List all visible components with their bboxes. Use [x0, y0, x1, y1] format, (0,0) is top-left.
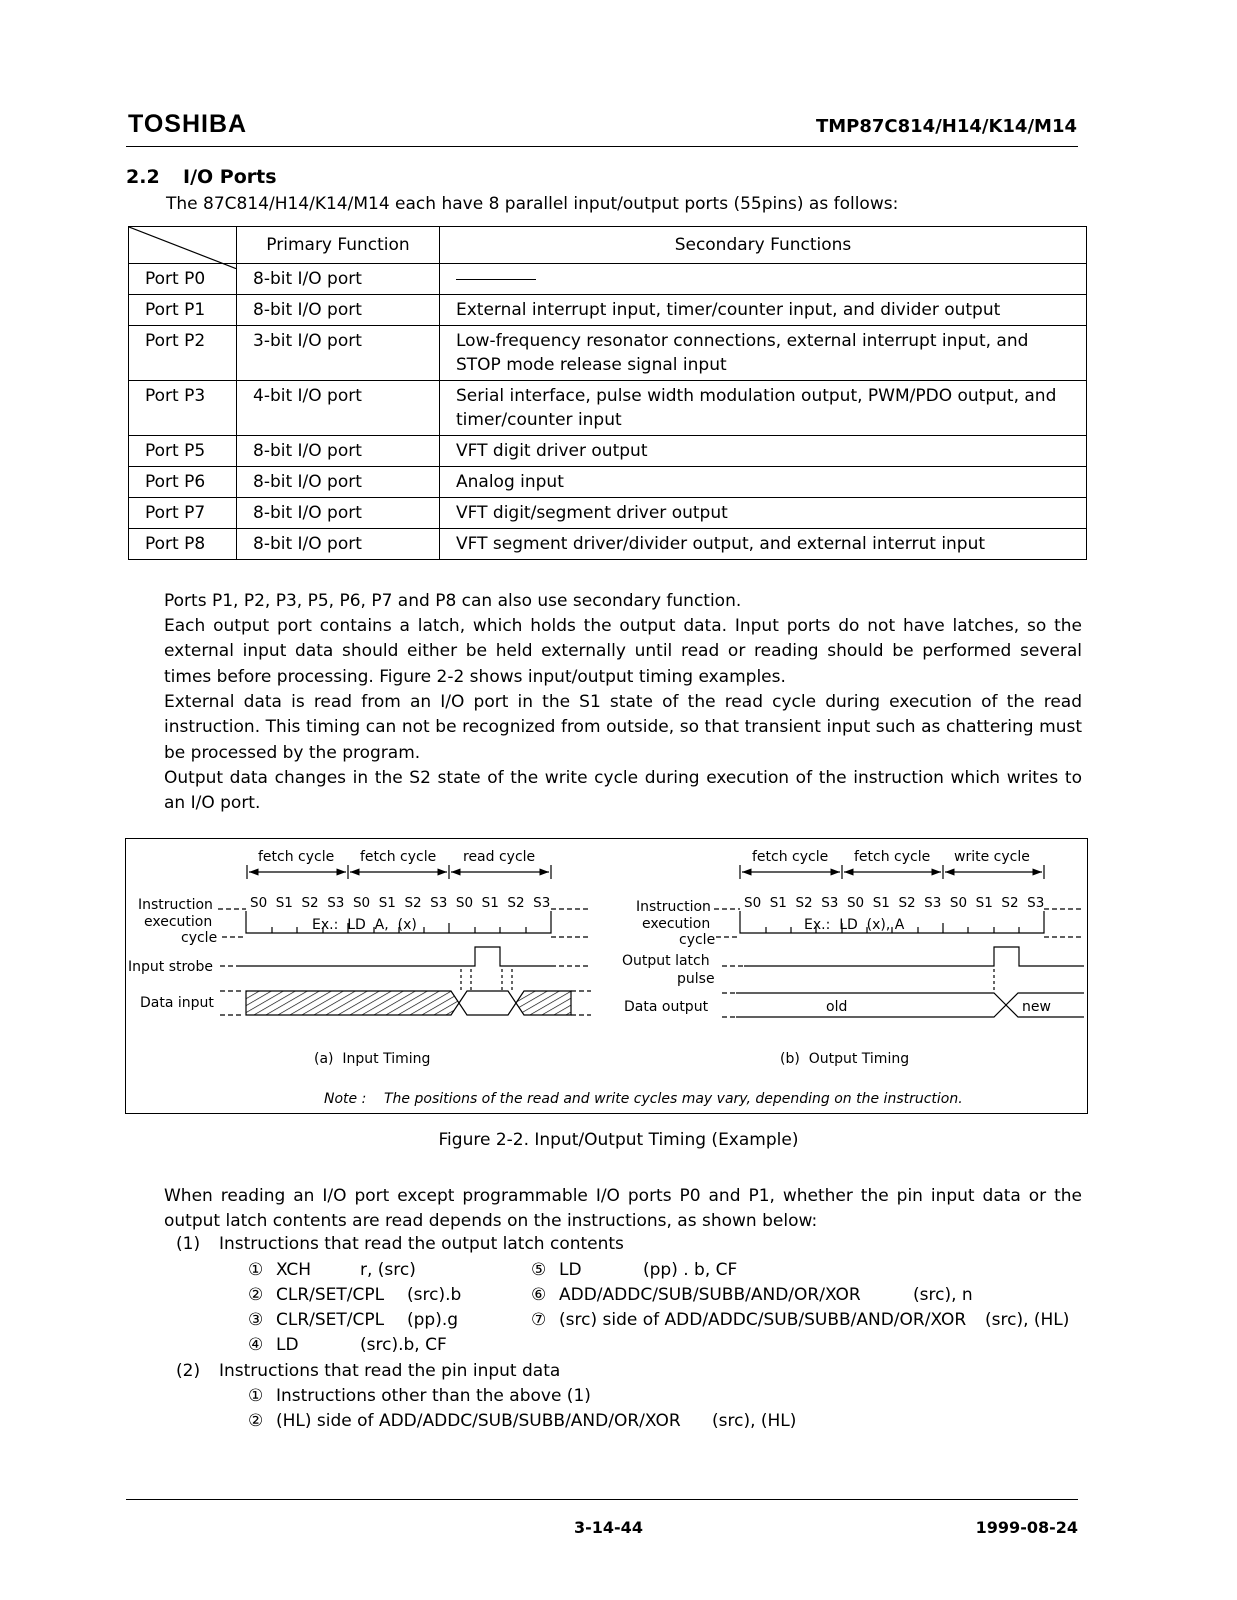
primary-cell: 8-bit I/O port [237, 529, 440, 560]
list-op: (src) side of ADD/ADDC/SUB/SUBB/AND/OR/XOR [559, 1310, 967, 1330]
signal-label: cycle [679, 932, 716, 948]
group1-label: (1) [176, 1234, 201, 1254]
section-heading [126, 166, 277, 188]
group2-label: (2) [176, 1361, 201, 1381]
timing-diagram [126, 839, 1087, 1113]
cycle-label: read cycle [463, 849, 536, 865]
list-arg: (src), (HL) [985, 1310, 1070, 1330]
signal-label: Instruction [138, 897, 213, 913]
list-mark: ⑦ [531, 1310, 547, 1330]
table-row [129, 467, 1087, 498]
table-row [129, 498, 1087, 529]
secondary-cell: VFT digit driver output [440, 436, 1087, 467]
group2-title: Instructions that read the pin input data [219, 1361, 561, 1381]
secondary-cell: VFT digit/segment driver output [440, 498, 1087, 529]
secondary-cell: Low-frequency resonator connections, external interrupt input, and STOP mode release signal input [440, 326, 1087, 381]
table-row [129, 264, 1087, 295]
port-cell: Port P2 [129, 326, 237, 381]
signal-label: Instruction [636, 899, 711, 915]
input-timing [128, 849, 591, 1067]
paragraph: Ports P1, P2, P3, P5, P6, P7 and P8 can also use secondary function. [164, 591, 742, 611]
primary-cell: 4-bit I/O port [237, 381, 440, 436]
list-arg: r, (src) [360, 1260, 416, 1280]
instruction-example: Ex.: LD (x), A [804, 917, 905, 933]
group1-title: Instructions that read the output latch contents [219, 1234, 624, 1254]
table-row [129, 436, 1087, 467]
list-op: CLR/SET/CPL [276, 1310, 385, 1330]
cycle-label: fetch cycle [360, 849, 437, 865]
table-row [129, 529, 1087, 560]
paragraph: External data is read from an I/O port in the S1 state of the read cycle during execution of the read instruction. This timing can not be recognized from outside, so that transient input such as chattering must be processed by the program. [164, 692, 1082, 763]
signal-label: execution [642, 916, 711, 932]
port-cell: Port P1 [129, 295, 237, 326]
secondary-cell: VFT segment driver/divider output, and external interrut input [440, 529, 1087, 560]
secondary-cell: Analog input [440, 467, 1087, 498]
paragraph: Output data changes in the S2 state of the write cycle during execution of the instruction which writes to an I/O port. [164, 768, 1082, 814]
signal-label: Output latch [622, 953, 710, 969]
note-text: The positions of the read and write cycles may vary, depending on the instruction. [384, 1091, 963, 1107]
output-timing [622, 849, 1084, 1067]
timing-figure [125, 838, 1088, 1114]
model-number: TMP87C814/H14/K14/M14 [815, 116, 1077, 137]
list-arg: (src).b [407, 1285, 462, 1305]
list-mark: ② [248, 1411, 264, 1431]
cycle-label: fetch cycle [854, 849, 931, 865]
page-date: 1999-08-24 [975, 1518, 1078, 1537]
header-secondary: Secondary Functions [440, 227, 1087, 264]
header-primary: Primary Function [237, 227, 440, 264]
primary-cell: 8-bit I/O port [237, 264, 440, 295]
figure-caption: Figure 2-2. Input/Output Timing (Example) [438, 1130, 799, 1150]
note-label: Note : [324, 1091, 367, 1107]
primary-cell: 8-bit I/O port [237, 436, 440, 467]
list-text: (HL) side of ADD/ADDC/SUB/SUBB/AND/OR/XOR [276, 1411, 681, 1431]
list-text: Instructions other than the above (1) [276, 1386, 591, 1406]
primary-cell: 8-bit I/O port [237, 498, 440, 529]
state-labels: S0 S1 S2 S3 S0 S1 S2 S3 S0 S1 S2 S3 [250, 895, 551, 911]
list-arg: (pp).g [407, 1310, 459, 1330]
primary-cell: 8-bit I/O port [237, 295, 440, 326]
list-mark: ⑥ [531, 1285, 547, 1305]
list-mark: ④ [248, 1335, 264, 1355]
list-arg: (src), n [913, 1285, 973, 1305]
old-value: old [826, 999, 848, 1015]
diagonal-line [129, 227, 237, 269]
cycle-label: write cycle [954, 849, 1030, 865]
cycle-label: fetch cycle [258, 849, 335, 865]
port-cell: Port P0 [129, 264, 237, 295]
reading-intro: When reading an I/O port except programmable I/O ports P0 and P1, whether the pin input data or the output latch contents are read depends on the instructions, as shown below: [164, 1186, 1082, 1232]
instruction-example: Ex.: LD A, (x) [312, 917, 417, 933]
port-cell: Port P3 [129, 381, 237, 436]
paragraph: Each output port contains a latch, which holds the output data. Input ports do not have latches, so the external input data should either be held externally until read or reading should be performed several times before processing. Figure 2-2 shows input/output timing examples. [164, 616, 1082, 687]
secondary-cell [440, 264, 1087, 295]
secondary-cell: Serial interface, pulse width modulation output, PWM/PDO output, and timer/counter input [440, 381, 1087, 436]
table-row [129, 326, 1087, 381]
list-arg: (pp) . b, CF [643, 1260, 738, 1280]
signal-label: execution [144, 914, 213, 930]
list-op: CLR/SET/CPL [276, 1285, 385, 1305]
port-cell: Port P8 [129, 529, 237, 560]
list-mark: ⑤ [531, 1260, 547, 1280]
list-mark: ③ [248, 1310, 264, 1330]
page-number: 3-14-44 [574, 1518, 643, 1537]
primary-cell: 8-bit I/O port [237, 467, 440, 498]
list-mark: ② [248, 1285, 264, 1305]
list-op: LD [559, 1260, 582, 1280]
list-mark: ① [248, 1386, 264, 1406]
section-number: 2.2 [126, 166, 160, 188]
cycle-label: fetch cycle [752, 849, 829, 865]
list-op: ADD/ADDC/SUB/SUBB/AND/OR/XOR [559, 1285, 861, 1305]
secondary-cell: External interrupt input, timer/counter input, and divider output [440, 295, 1087, 326]
signal-label: Data output [624, 999, 709, 1015]
section-title: I/O Ports [183, 166, 277, 188]
list-mark: ① [248, 1260, 264, 1280]
list-arg: (src).b, CF [360, 1335, 447, 1355]
list-op: XCH [276, 1260, 312, 1280]
table-row [129, 381, 1087, 436]
new-value: new [1022, 999, 1051, 1015]
footer-rule [126, 1499, 1078, 1500]
primary-cell: 3-bit I/O port [237, 326, 440, 381]
subcaption: (a) Input Timing [314, 1051, 431, 1067]
port-cell: Port P7 [129, 498, 237, 529]
signal-label: Data input [140, 995, 214, 1011]
signal-label: Input strobe [128, 959, 213, 975]
signal-label: pulse [677, 971, 715, 987]
port-cell: Port P5 [129, 436, 237, 467]
table-row [129, 295, 1087, 326]
corner-cell [129, 227, 237, 264]
state-labels: S0 S1 S2 S3 S0 S1 S2 S3 S0 S1 S2 S3 [744, 895, 1045, 911]
ports-table [128, 226, 1087, 560]
list-op: LD [276, 1335, 299, 1355]
intro-text: The 87C814/H14/K14/M14 each have 8 parallel input/output ports (55pins) as follows: [166, 194, 899, 214]
brand-logo: TOSHIBA [128, 110, 248, 138]
list-arg: (src), (HL) [712, 1411, 797, 1431]
subcaption: (b) Output Timing [780, 1051, 910, 1067]
none-dash [456, 279, 536, 280]
table-header-row [129, 227, 1087, 264]
signal-label: cycle [181, 930, 218, 946]
header-rule [126, 146, 1078, 147]
port-cell: Port P6 [129, 467, 237, 498]
